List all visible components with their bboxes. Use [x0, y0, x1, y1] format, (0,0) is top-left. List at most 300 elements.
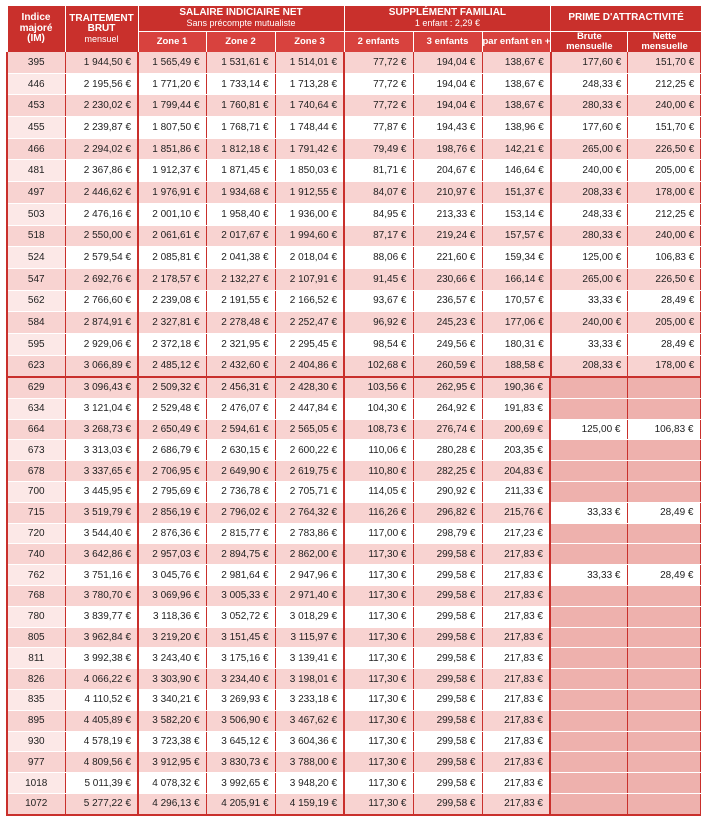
- cell-3-enfants: 264,92 €: [413, 398, 482, 419]
- table-row: [7, 710, 700, 731]
- cell-zone2: 2 796,02 €: [206, 502, 275, 523]
- cell-indice: 446: [7, 73, 65, 95]
- cell-2-enfants: 88,06 €: [344, 247, 413, 269]
- table-row: [7, 419, 700, 440]
- cell-3-enfants: 299,58 €: [413, 689, 482, 710]
- cell-traitement-brut: 2 446,62 €: [65, 182, 138, 204]
- cell-prime-nette: [627, 710, 700, 731]
- cell-prime-brute: 265,00 €: [551, 268, 628, 290]
- cell-indice: 700: [7, 481, 65, 502]
- cell-indice: 780: [7, 606, 65, 627]
- cell-2-enfants: 117,30 €: [344, 669, 413, 690]
- cell-zone3: 1 936,00 €: [275, 203, 344, 225]
- cell-zone2: 2 649,90 €: [206, 461, 275, 482]
- cell-zone1: 1 799,44 €: [138, 95, 206, 117]
- header-prime: PRIME D'ATTRACTIVITÉ: [551, 6, 701, 31]
- salary-grid-table-bottom: [6, 376, 701, 816]
- cell-indice: 629: [7, 377, 65, 398]
- cell-3-enfants: 194,04 €: [413, 95, 482, 117]
- cell-zone1: 2 239,08 €: [138, 290, 206, 312]
- cell-2-enfants: 84,95 €: [344, 203, 413, 225]
- cell-prime-nette: 28,49 €: [628, 290, 701, 312]
- cell-zone1: 2 085,81 €: [138, 247, 206, 269]
- cell-traitement-brut: 2 550,00 €: [65, 225, 138, 247]
- cell-traitement-brut: 2 367,86 €: [65, 160, 138, 182]
- table-row: [7, 225, 701, 247]
- cell-enfant-en-plus: 217,83 €: [482, 565, 550, 586]
- header-nette: Nette mensuelle: [628, 31, 701, 52]
- cell-zone2: 2 476,07 €: [206, 398, 275, 419]
- cell-zone2: 1 760,81 €: [206, 95, 275, 117]
- cell-zone2: 2 456,31 €: [206, 377, 275, 398]
- cell-prime-nette: [627, 752, 700, 773]
- cell-3-enfants: 194,04 €: [413, 52, 482, 73]
- cell-enfant-en-plus: 166,14 €: [482, 268, 551, 290]
- cell-zone1: 1 912,37 €: [138, 160, 206, 182]
- cell-prime-nette: [627, 461, 700, 482]
- cell-prime-brute: [550, 648, 627, 669]
- cell-zone1: 2 529,48 €: [138, 398, 206, 419]
- table-row: [7, 290, 701, 312]
- cell-enfant-en-plus: 138,96 €: [482, 117, 551, 139]
- cell-indice: 805: [7, 627, 65, 648]
- cell-indice: 503: [7, 203, 65, 225]
- cell-enfant-en-plus: 200,69 €: [482, 419, 550, 440]
- cell-prime-brute: 125,00 €: [550, 419, 627, 440]
- cell-traitement-brut: 2 692,76 €: [65, 268, 138, 290]
- cell-zone3: 3 018,29 €: [275, 606, 344, 627]
- cell-zone3: 2 971,40 €: [275, 585, 344, 606]
- table-row: [7, 268, 701, 290]
- table-row: [7, 398, 700, 419]
- cell-indice: 977: [7, 752, 65, 773]
- cell-zone2: 3 269,93 €: [206, 689, 275, 710]
- cell-indice: 826: [7, 669, 65, 690]
- cell-prime-nette: 212,25 €: [628, 73, 701, 95]
- cell-enfant-en-plus: 191,83 €: [482, 398, 550, 419]
- cell-enfant-en-plus: 190,36 €: [482, 377, 550, 398]
- cell-3-enfants: 299,58 €: [413, 669, 482, 690]
- cell-zone1: 2 650,49 €: [138, 419, 206, 440]
- cell-prime-brute: 33,33 €: [551, 290, 628, 312]
- cell-indice: 395: [7, 52, 65, 73]
- cell-prime-nette: [627, 689, 700, 710]
- cell-zone1: 3 118,36 €: [138, 606, 206, 627]
- cell-zone1: 4 296,13 €: [138, 793, 206, 814]
- cell-2-enfants: 84,07 €: [344, 182, 413, 204]
- cell-enfant-en-plus: 159,34 €: [482, 247, 551, 269]
- cell-zone1: 3 582,20 €: [138, 710, 206, 731]
- cell-zone1: 2 795,69 €: [138, 481, 206, 502]
- cell-prime-nette: [627, 669, 700, 690]
- cell-prime-nette: 205,00 €: [628, 312, 701, 334]
- cell-2-enfants: 117,30 €: [344, 544, 413, 565]
- cell-zone2: 1 934,68 €: [206, 182, 275, 204]
- cell-enfant-en-plus: 142,21 €: [482, 138, 551, 160]
- cell-2-enfants: 110,06 €: [344, 440, 413, 461]
- cell-prime-brute: [550, 544, 627, 565]
- cell-zone2: 3 151,45 €: [206, 627, 275, 648]
- cell-prime-brute: 248,33 €: [551, 203, 628, 225]
- cell-prime-brute: [550, 689, 627, 710]
- cell-zone3: 2 107,91 €: [275, 268, 344, 290]
- cell-zone3: 3 788,00 €: [275, 752, 344, 773]
- cell-zone3: 2 428,30 €: [275, 377, 344, 398]
- cell-zone2: 1 768,71 €: [206, 117, 275, 139]
- cell-3-enfants: 282,25 €: [413, 461, 482, 482]
- cell-prime-brute: [550, 398, 627, 419]
- cell-zone2: 1 871,45 €: [206, 160, 275, 182]
- cell-3-enfants: 296,82 €: [413, 502, 482, 523]
- cell-traitement-brut: 5 011,39 €: [65, 773, 138, 794]
- cell-zone3: 1 514,01 €: [275, 52, 344, 73]
- cell-prime-brute: 280,33 €: [551, 225, 628, 247]
- cell-zone3: 2 447,84 €: [275, 398, 344, 419]
- cell-prime-nette: 28,49 €: [628, 333, 701, 355]
- cell-indice: 453: [7, 95, 65, 117]
- cell-3-enfants: 236,57 €: [413, 290, 482, 312]
- cell-2-enfants: 103,56 €: [344, 377, 413, 398]
- cell-2-enfants: 98,54 €: [344, 333, 413, 355]
- cell-zone1: 2 061,61 €: [138, 225, 206, 247]
- table-row: [7, 440, 700, 461]
- cell-prime-nette: [627, 627, 700, 648]
- cell-zone2: 1 531,61 €: [206, 52, 275, 73]
- cell-prime-brute: 125,00 €: [551, 247, 628, 269]
- cell-indice: 835: [7, 689, 65, 710]
- cell-prime-brute: [550, 585, 627, 606]
- cell-prime-nette: 240,00 €: [628, 225, 701, 247]
- cell-zone3: 2 404,86 €: [275, 355, 344, 377]
- table-row: [7, 481, 700, 502]
- cell-zone1: 3 912,95 €: [138, 752, 206, 773]
- cell-enfant-en-plus: 217,83 €: [482, 793, 550, 814]
- cell-3-enfants: 299,58 €: [413, 731, 482, 752]
- cell-enfant-en-plus: 217,83 €: [482, 669, 550, 690]
- cell-prime-nette: 212,25 €: [628, 203, 701, 225]
- cell-3-enfants: 299,58 €: [413, 606, 482, 627]
- table-bottom-body: [7, 377, 700, 815]
- cell-enfant-en-plus: 217,83 €: [482, 710, 550, 731]
- cell-prime-nette: 226,50 €: [628, 268, 701, 290]
- header-salaire: SALAIRE INDICIAIRE NET Sans précompte mutualiste: [138, 6, 344, 31]
- cell-zone2: 2 630,15 €: [206, 440, 275, 461]
- cell-2-enfants: 96,92 €: [344, 312, 413, 334]
- cell-2-enfants: 117,30 €: [344, 773, 413, 794]
- cell-indice: 678: [7, 461, 65, 482]
- cell-prime-nette: 28,49 €: [627, 565, 700, 586]
- cell-indice: 562: [7, 290, 65, 312]
- cell-indice: 524: [7, 247, 65, 269]
- cell-zone3: 1 748,44 €: [275, 117, 344, 139]
- header-2-enfants: 2 enfants: [344, 31, 413, 52]
- cell-traitement-brut: 3 268,73 €: [65, 419, 138, 440]
- cell-enfant-en-plus: 146,64 €: [482, 160, 551, 182]
- cell-enfant-en-plus: 217,83 €: [482, 544, 550, 565]
- cell-traitement-brut: 1 944,50 €: [65, 52, 138, 73]
- table-row: [7, 606, 700, 627]
- cell-zone3: 1 994,60 €: [275, 225, 344, 247]
- cell-zone1: 2 001,10 €: [138, 203, 206, 225]
- table-row: [7, 523, 700, 544]
- cell-prime-brute: 33,33 €: [550, 502, 627, 523]
- cell-2-enfants: 117,30 €: [344, 710, 413, 731]
- cell-prime-nette: [627, 544, 700, 565]
- cell-indice: 930: [7, 731, 65, 752]
- cell-enfant-en-plus: 217,83 €: [482, 731, 550, 752]
- cell-3-enfants: 194,04 €: [413, 73, 482, 95]
- table-row: [7, 52, 701, 73]
- cell-traitement-brut: 2 579,54 €: [65, 247, 138, 269]
- cell-prime-nette: 28,49 €: [627, 502, 700, 523]
- cell-3-enfants: 299,58 €: [413, 648, 482, 669]
- cell-indice: 740: [7, 544, 65, 565]
- cell-traitement-brut: 3 337,65 €: [65, 461, 138, 482]
- cell-zone3: 4 159,19 €: [275, 793, 344, 814]
- table-row: [7, 689, 700, 710]
- cell-zone1: 3 243,40 €: [138, 648, 206, 669]
- cell-traitement-brut: 3 121,04 €: [65, 398, 138, 419]
- cell-zone2: 3 645,12 €: [206, 731, 275, 752]
- cell-indice: 720: [7, 523, 65, 544]
- cell-zone1: 2 856,19 €: [138, 502, 206, 523]
- cell-prime-nette: [627, 606, 700, 627]
- cell-zone3: 3 139,41 €: [275, 648, 344, 669]
- cell-enfant-en-plus: 217,83 €: [482, 689, 550, 710]
- cell-zone1: 2 706,95 €: [138, 461, 206, 482]
- table-row: [7, 203, 701, 225]
- table-row: [7, 355, 701, 377]
- cell-prime-brute: [550, 752, 627, 773]
- cell-traitement-brut: 4 809,56 €: [65, 752, 138, 773]
- cell-3-enfants: 249,56 €: [413, 333, 482, 355]
- cell-3-enfants: 299,58 €: [413, 565, 482, 586]
- cell-2-enfants: 117,30 €: [344, 565, 413, 586]
- cell-3-enfants: 221,60 €: [413, 247, 482, 269]
- cell-prime-nette: [627, 585, 700, 606]
- header-traitement: TRAITEMENT BRUT mensuel: [65, 6, 138, 52]
- cell-zone2: 3 234,40 €: [206, 669, 275, 690]
- cell-prime-nette: [627, 481, 700, 502]
- cell-prime-nette: 151,70 €: [628, 117, 701, 139]
- table-row: [7, 461, 700, 482]
- cell-zone2: 1 733,14 €: [206, 73, 275, 95]
- cell-prime-nette: 178,00 €: [628, 182, 701, 204]
- cell-traitement-brut: 3 962,84 €: [65, 627, 138, 648]
- cell-traitement-brut: 5 277,22 €: [65, 793, 138, 814]
- cell-2-enfants: 117,30 €: [344, 606, 413, 627]
- cell-indice: 584: [7, 312, 65, 334]
- cell-zone3: 1 912,55 €: [275, 182, 344, 204]
- cell-enfant-en-plus: 217,83 €: [482, 627, 550, 648]
- cell-traitement-brut: 4 110,52 €: [65, 689, 138, 710]
- cell-traitement-brut: 3 839,77 €: [65, 606, 138, 627]
- cell-3-enfants: 204,67 €: [413, 160, 482, 182]
- cell-enfant-en-plus: 217,83 €: [482, 606, 550, 627]
- cell-traitement-brut: 3 519,79 €: [65, 502, 138, 523]
- cell-3-enfants: 299,58 €: [413, 544, 482, 565]
- cell-zone1: 2 327,81 €: [138, 312, 206, 334]
- cell-2-enfants: 77,87 €: [344, 117, 413, 139]
- cell-zone2: 2 736,78 €: [206, 481, 275, 502]
- cell-prime-nette: [627, 377, 700, 398]
- cell-enfant-en-plus: 170,57 €: [482, 290, 551, 312]
- cell-indice: 518: [7, 225, 65, 247]
- cell-traitement-brut: 2 929,06 €: [65, 333, 138, 355]
- cell-prime-brute: [550, 461, 627, 482]
- table-row: [7, 377, 700, 398]
- cell-traitement-brut: 3 313,03 €: [65, 440, 138, 461]
- cell-zone2: 1 812,18 €: [206, 138, 275, 160]
- cell-2-enfants: 79,49 €: [344, 138, 413, 160]
- cell-zone3: 2 783,86 €: [275, 523, 344, 544]
- cell-traitement-brut: 2 476,16 €: [65, 203, 138, 225]
- table-row: [7, 627, 700, 648]
- cell-2-enfants: 114,05 €: [344, 481, 413, 502]
- cell-prime-brute: 208,33 €: [551, 182, 628, 204]
- cell-prime-nette: 240,00 €: [628, 95, 701, 117]
- cell-zone3: 2 295,45 €: [275, 333, 344, 355]
- cell-enfant-en-plus: 217,83 €: [482, 752, 550, 773]
- cell-prime-brute: [550, 773, 627, 794]
- cell-zone2: 2 132,27 €: [206, 268, 275, 290]
- cell-zone1: 1 976,91 €: [138, 182, 206, 204]
- cell-traitement-brut: 4 578,19 €: [65, 731, 138, 752]
- cell-indice: 762: [7, 565, 65, 586]
- cell-zone2: 3 506,90 €: [206, 710, 275, 731]
- cell-zone1: 1 807,50 €: [138, 117, 206, 139]
- cell-2-enfants: 117,30 €: [344, 689, 413, 710]
- cell-prime-nette: [627, 648, 700, 669]
- cell-traitement-brut: 3 780,70 €: [65, 585, 138, 606]
- cell-enfant-en-plus: 138,67 €: [482, 95, 551, 117]
- cell-enfant-en-plus: 138,67 €: [482, 52, 551, 73]
- cell-zone2: 3 175,16 €: [206, 648, 275, 669]
- cell-3-enfants: 290,92 €: [413, 481, 482, 502]
- cell-traitement-brut: 2 239,87 €: [65, 117, 138, 139]
- cell-zone1: 2 686,79 €: [138, 440, 206, 461]
- header-zone3: Zone 3: [275, 31, 344, 52]
- cell-enfant-en-plus: 217,83 €: [482, 648, 550, 669]
- cell-zone1: 2 876,36 €: [138, 523, 206, 544]
- cell-prime-brute: 208,33 €: [551, 355, 628, 377]
- cell-enfant-en-plus: 215,76 €: [482, 502, 550, 523]
- table-row: [7, 138, 701, 160]
- cell-traitement-brut: 3 445,95 €: [65, 481, 138, 502]
- cell-3-enfants: 299,58 €: [413, 627, 482, 648]
- cell-2-enfants: 117,00 €: [344, 523, 413, 544]
- cell-2-enfants: 117,30 €: [344, 752, 413, 773]
- header-supplement: SUPPLÉMENT FAMILIAL 1 enfant : 2,29 €: [344, 6, 551, 31]
- cell-2-enfants: 81,71 €: [344, 160, 413, 182]
- cell-enfant-en-plus: 157,57 €: [482, 225, 551, 247]
- cell-prime-brute: [550, 793, 627, 814]
- cell-indice: 1072: [7, 793, 65, 814]
- cell-2-enfants: 117,30 €: [344, 648, 413, 669]
- cell-indice: 595: [7, 333, 65, 355]
- cell-enfant-en-plus: 211,33 €: [482, 481, 550, 502]
- cell-3-enfants: 276,74 €: [413, 419, 482, 440]
- cell-zone3: 3 948,20 €: [275, 773, 344, 794]
- cell-zone1: 2 485,12 €: [138, 355, 206, 377]
- cell-3-enfants: 210,97 €: [413, 182, 482, 204]
- cell-3-enfants: 230,66 €: [413, 268, 482, 290]
- cell-2-enfants: 116,26 €: [344, 502, 413, 523]
- table-row: [7, 752, 700, 773]
- table-row: [7, 585, 700, 606]
- cell-indice: 497: [7, 182, 65, 204]
- table-row: [7, 793, 700, 814]
- cell-2-enfants: 104,30 €: [344, 398, 413, 419]
- cell-traitement-brut: 3 642,86 €: [65, 544, 138, 565]
- cell-2-enfants: 110,80 €: [344, 461, 413, 482]
- cell-prime-nette: [627, 773, 700, 794]
- cell-zone2: 2 894,75 €: [206, 544, 275, 565]
- cell-prime-brute: 240,00 €: [551, 312, 628, 334]
- table-row: [7, 669, 700, 690]
- cell-prime-nette: [627, 731, 700, 752]
- table-row: [7, 182, 701, 204]
- cell-zone1: 2 509,32 €: [138, 377, 206, 398]
- cell-prime-nette: 178,00 €: [628, 355, 701, 377]
- cell-indice: 623: [7, 355, 65, 377]
- table-row: [7, 731, 700, 752]
- cell-zone2: 3 992,65 €: [206, 773, 275, 794]
- cell-traitement-brut: 4 066,22 €: [65, 669, 138, 690]
- cell-2-enfants: 87,17 €: [344, 225, 413, 247]
- cell-traitement-brut: 3 096,43 €: [65, 377, 138, 398]
- cell-zone2: 3 052,72 €: [206, 606, 275, 627]
- cell-prime-brute: [550, 523, 627, 544]
- header-enfant-en-plus: par enfant en +: [482, 31, 551, 52]
- cell-enfant-en-plus: 138,67 €: [482, 73, 551, 95]
- cell-zone1: 3 340,21 €: [138, 689, 206, 710]
- cell-prime-brute: 240,00 €: [551, 160, 628, 182]
- cell-zone3: 2 619,75 €: [275, 461, 344, 482]
- table-row: [7, 312, 701, 334]
- cell-prime-nette: [627, 523, 700, 544]
- cell-2-enfants: 102,68 €: [344, 355, 413, 377]
- cell-3-enfants: 299,58 €: [413, 585, 482, 606]
- cell-3-enfants: 198,76 €: [413, 138, 482, 160]
- cell-zone1: 1 771,20 €: [138, 73, 206, 95]
- cell-traitement-brut: 4 405,89 €: [65, 710, 138, 731]
- cell-zone3: 2 018,04 €: [275, 247, 344, 269]
- cell-traitement-brut: 3 751,16 €: [65, 565, 138, 586]
- cell-enfant-en-plus: 217,83 €: [482, 773, 550, 794]
- cell-zone3: 1 791,42 €: [275, 138, 344, 160]
- cell-prime-brute: [550, 627, 627, 648]
- table-row: [7, 648, 700, 669]
- cell-2-enfants: 93,67 €: [344, 290, 413, 312]
- cell-enfant-en-plus: 177,06 €: [482, 312, 551, 334]
- cell-zone2: 2 041,38 €: [206, 247, 275, 269]
- cell-prime-nette: [627, 793, 700, 814]
- cell-3-enfants: 299,58 €: [413, 793, 482, 814]
- salary-grid-table-top: [6, 6, 701, 378]
- cell-zone1: 3 219,20 €: [138, 627, 206, 648]
- cell-prime-brute: [550, 669, 627, 690]
- cell-traitement-brut: 2 230,02 €: [65, 95, 138, 117]
- table-row: [7, 544, 700, 565]
- cell-enfant-en-plus: 203,35 €: [482, 440, 550, 461]
- cell-prime-brute: 280,33 €: [551, 95, 628, 117]
- cell-3-enfants: 280,28 €: [413, 440, 482, 461]
- cell-traitement-brut: 2 766,60 €: [65, 290, 138, 312]
- cell-zone1: 4 078,32 €: [138, 773, 206, 794]
- cell-enfant-en-plus: 188,58 €: [482, 355, 551, 377]
- cell-indice: 547: [7, 268, 65, 290]
